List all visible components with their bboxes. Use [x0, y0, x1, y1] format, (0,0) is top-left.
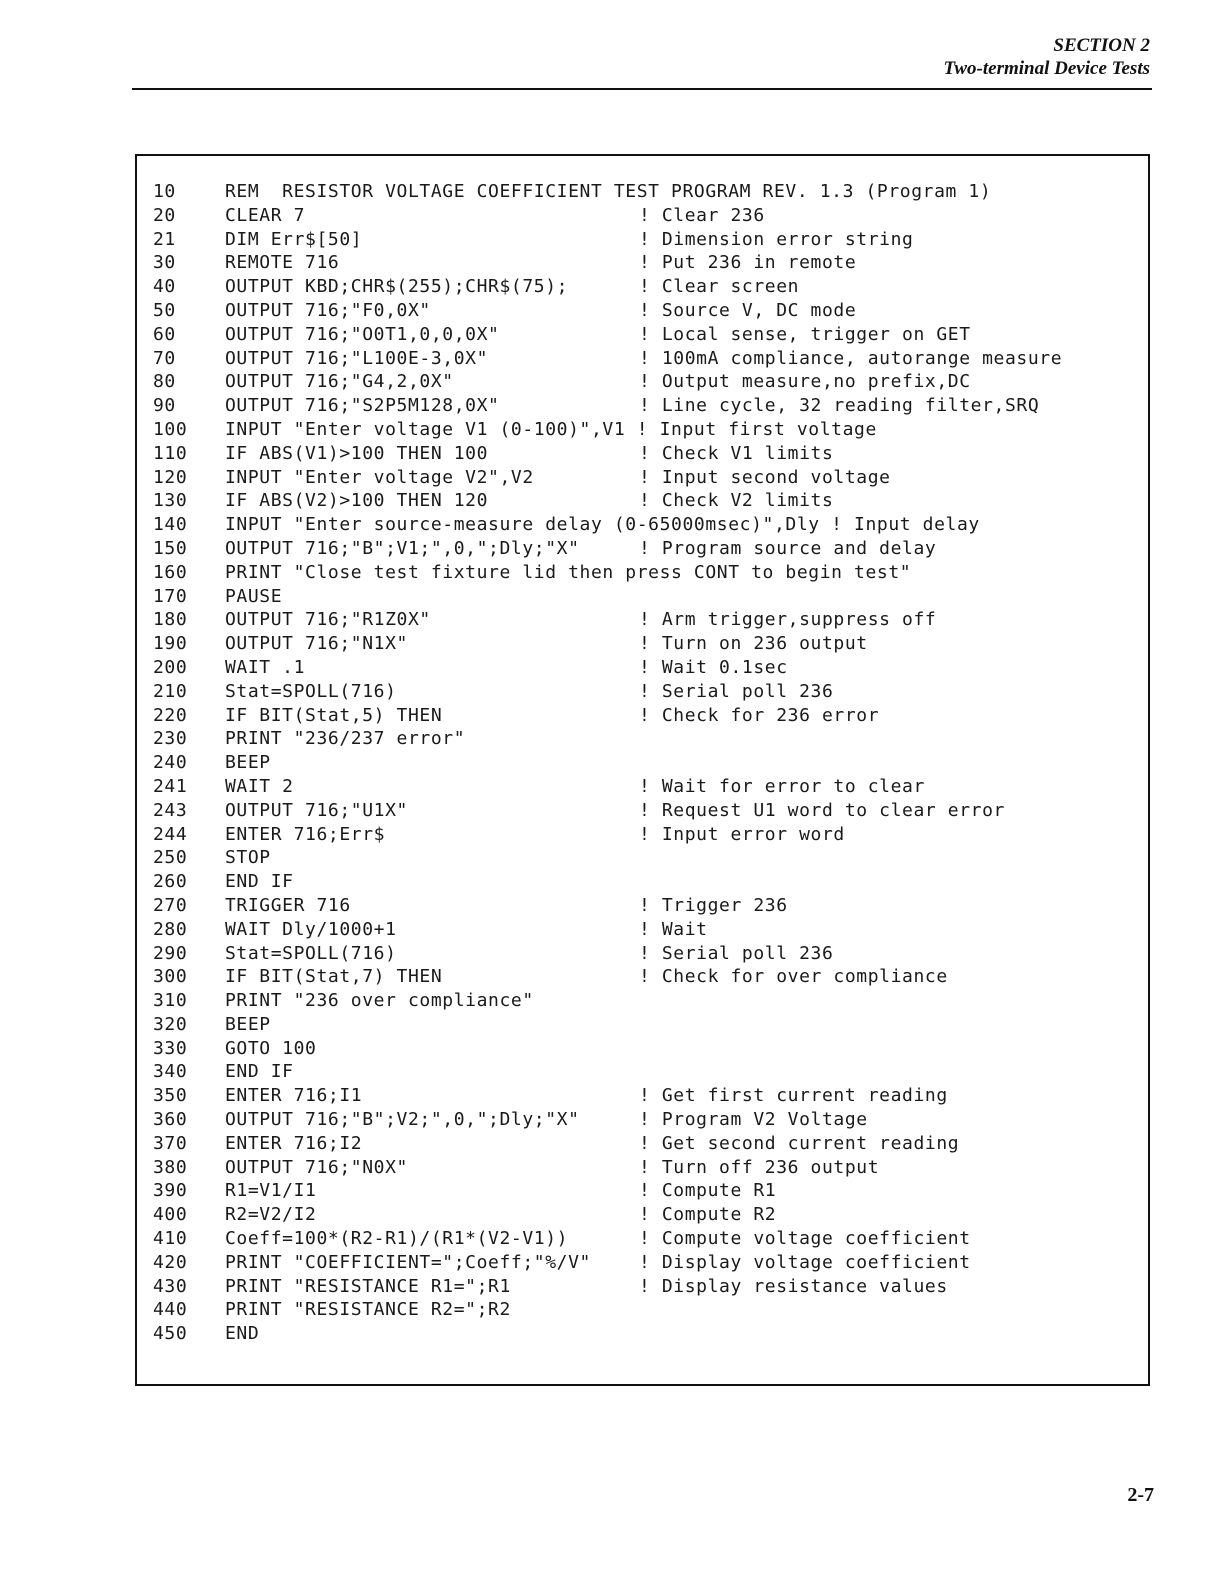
statement: BEEP: [225, 752, 271, 774]
comment: ! Get second current reading: [639, 1132, 960, 1154]
statement: END: [225, 1323, 260, 1345]
line-number: 210: [153, 680, 188, 702]
comment: ! Input second voltage: [639, 466, 891, 488]
statement: IF BIT(Stat,5) THEN: [225, 704, 443, 726]
line-number: 190: [153, 633, 188, 655]
line-number: 40: [153, 276, 176, 298]
statement: R1=V1/I1: [225, 1180, 317, 1202]
section-label: SECTION 2: [1053, 35, 1150, 56]
line-number: 50: [153, 299, 176, 321]
line-number: 140: [153, 514, 188, 536]
line-number: 450: [153, 1323, 188, 1345]
comment: ! Wait 0.1sec: [639, 656, 788, 678]
comment: ! Wait for error to clear: [639, 775, 925, 797]
comment: ! 100mA compliance, autorange measure: [639, 347, 1063, 369]
comment: ! Check V1 limits: [639, 442, 834, 464]
line-number: 360: [153, 1109, 188, 1131]
line-number: 100: [153, 418, 188, 440]
line-number: 80: [153, 371, 176, 393]
statement: ENTER 716;I2: [225, 1132, 363, 1154]
line-number: 340: [153, 1061, 188, 1083]
page-number: 2-7: [1127, 1484, 1154, 1506]
comment: ! Local sense, trigger on GET: [639, 323, 971, 345]
line-number: 150: [153, 537, 188, 559]
line-number: 310: [153, 990, 188, 1012]
line-number: 320: [153, 1013, 188, 1035]
line-number: 21: [153, 228, 176, 250]
comment: ! Serial poll 236: [639, 942, 834, 964]
comment: ! Clear 236: [639, 204, 765, 226]
comment: ! Arm trigger,suppress off: [639, 609, 937, 631]
comment: ! Output measure,no prefix,DC: [639, 371, 971, 393]
statement: STOP: [225, 847, 271, 869]
line-number: 110: [153, 442, 188, 464]
line-number: 380: [153, 1156, 188, 1178]
line-number: 241: [153, 775, 188, 797]
comment: ! Compute R1: [639, 1180, 777, 1202]
line-number: 170: [153, 585, 188, 607]
statement: OUTPUT 716;"N0X": [225, 1156, 408, 1178]
statement: OUTPUT 716;"B";V1;",0,";Dly;"X": [225, 537, 580, 559]
statement: OUTPUT KBD;CHR$(255);CHR$(75);: [225, 276, 569, 298]
comment: ! Line cycle, 32 reading filter,SRQ: [639, 395, 1040, 417]
comment: ! Display voltage coefficient: [639, 1251, 971, 1273]
line-number: 420: [153, 1251, 188, 1273]
comment: ! Request U1 word to clear error: [639, 799, 1005, 821]
header-rule: [132, 88, 1152, 90]
comment: ! Check for 236 error: [639, 704, 880, 726]
comment: ! Trigger 236: [639, 894, 788, 916]
statement: OUTPUT 716;"L100E-3,0X": [225, 347, 489, 369]
line-number: 243: [153, 799, 188, 821]
line-number: 160: [153, 561, 188, 583]
statement: REMOTE 716: [225, 252, 340, 274]
line-number: 240: [153, 752, 188, 774]
statement: BEEP: [225, 1013, 271, 1035]
line-number: 230: [153, 728, 188, 750]
statement: R2=V2/I2: [225, 1204, 317, 1226]
statement: END IF: [225, 871, 294, 893]
statement: PRINT "COEFFICIENT=";Coeff;"%/V": [225, 1251, 591, 1273]
line-number: 70: [153, 347, 176, 369]
comment: ! Compute voltage coefficient: [639, 1228, 971, 1250]
comment: ! Serial poll 236: [639, 680, 834, 702]
line-number: 410: [153, 1228, 188, 1250]
statement: Stat=SPOLL(716): [225, 680, 397, 702]
running-header: [943, 34, 1150, 80]
line-number: 440: [153, 1299, 188, 1321]
statement: ENTER 716;I1: [225, 1085, 363, 1107]
line-number: 130: [153, 490, 188, 512]
statement: PRINT "236/237 error": [225, 728, 466, 750]
line-number: 200: [153, 656, 188, 678]
statement: OUTPUT 716;"G4,2,0X": [225, 371, 454, 393]
statement: PRINT "RESISTANCE R1=";R1: [225, 1275, 511, 1297]
statement: OUTPUT 716;"F0,0X": [225, 299, 431, 321]
line-number: 60: [153, 323, 176, 345]
line-number: 244: [153, 823, 188, 845]
statement: PAUSE: [225, 585, 283, 607]
statement: IF ABS(V2)>100 THEN 120: [225, 490, 489, 512]
statement: OUTPUT 716;"O0T1,0,0,0X": [225, 323, 500, 345]
line-number: 290: [153, 942, 188, 964]
line-number: 90: [153, 395, 176, 417]
line-number: 260: [153, 871, 188, 893]
comment: ! Display resistance values: [639, 1275, 948, 1297]
statement: WAIT .1: [225, 656, 306, 678]
statement: GOTO 100: [225, 1037, 317, 1059]
statement: REM RESISTOR VOLTAGE COEFFICIENT TEST PROGRAM REV. 1.3 (Program 1): [225, 181, 992, 202]
statement: IF ABS(V1)>100 THEN 100: [225, 442, 489, 464]
statement: Stat=SPOLL(716): [225, 942, 397, 964]
line-number: 10: [153, 181, 176, 202]
statement: WAIT Dly/1000+1: [225, 918, 397, 940]
statement: OUTPUT 716;"N1X": [225, 633, 408, 655]
statement: INPUT "Enter source-measure delay (0-65000msec)",Dly ! Input delay: [225, 514, 980, 536]
comment: ! Source V, DC mode: [639, 299, 857, 321]
comment: ! Turn off 236 output: [639, 1156, 880, 1178]
line-number: 300: [153, 966, 188, 988]
line-number: 180: [153, 609, 188, 631]
line-number: 370: [153, 1132, 188, 1154]
comment: ! Put 236 in remote: [639, 252, 857, 274]
line-number: 390: [153, 1180, 188, 1202]
comment: ! Wait: [639, 918, 708, 940]
comment: ! Check for over compliance: [639, 966, 948, 988]
line-number: 120: [153, 466, 188, 488]
line-number: 20: [153, 204, 176, 226]
line-number: 430: [153, 1275, 188, 1297]
statement: Coeff=100*(R2-R1)/(R1*(V2-V1)): [225, 1228, 569, 1250]
statement: OUTPUT 716;"S2P5M128,0X": [225, 395, 500, 417]
statement: ENTER 716;Err$: [225, 823, 386, 845]
statement: INPUT "Enter voltage V2",V2: [225, 466, 534, 488]
section-subtitle: Two-terminal Device Tests: [943, 58, 1150, 79]
comment: ! Get first current reading: [639, 1085, 948, 1107]
line-number: 400: [153, 1204, 188, 1226]
comment: ! Turn on 236 output: [639, 633, 868, 655]
comment: ! Program V2 Voltage: [639, 1109, 868, 1131]
line-number: 350: [153, 1085, 188, 1107]
statement: OUTPUT 716;"R1Z0X": [225, 609, 431, 631]
comment: ! Dimension error string: [639, 228, 914, 250]
comment: ! Compute R2: [639, 1204, 777, 1226]
statement: PRINT "236 over compliance": [225, 990, 534, 1012]
comment: ! Check V2 limits: [639, 490, 834, 512]
line-number: 280: [153, 918, 188, 940]
statement: DIM Err$[50]: [225, 228, 363, 250]
statement: CLEAR 7: [225, 204, 306, 226]
line-number: 330: [153, 1037, 188, 1059]
comment: ! Program source and delay: [639, 537, 937, 559]
line-number: 250: [153, 847, 188, 869]
line-number: 220: [153, 704, 188, 726]
statement: PRINT "Close test fixture lid then press CONT to begin test": [225, 561, 912, 583]
statement: PRINT "RESISTANCE R2=";R2: [225, 1299, 511, 1321]
statement: END IF: [225, 1061, 294, 1083]
statement: INPUT "Enter voltage V1 (0-100)",V1 ! Input first voltage: [225, 418, 877, 440]
statement: TRIGGER 716: [225, 894, 351, 916]
line-number: 270: [153, 894, 188, 916]
comment: ! Clear screen: [639, 276, 800, 298]
statement: OUTPUT 716;"U1X": [225, 799, 408, 821]
line-number: 30: [153, 252, 176, 274]
statement: IF BIT(Stat,7) THEN: [225, 966, 443, 988]
comment: ! Input error word: [639, 823, 845, 845]
statement: OUTPUT 716;"B";V2;",0,";Dly;"X": [225, 1109, 580, 1131]
statement: WAIT 2: [225, 775, 294, 797]
